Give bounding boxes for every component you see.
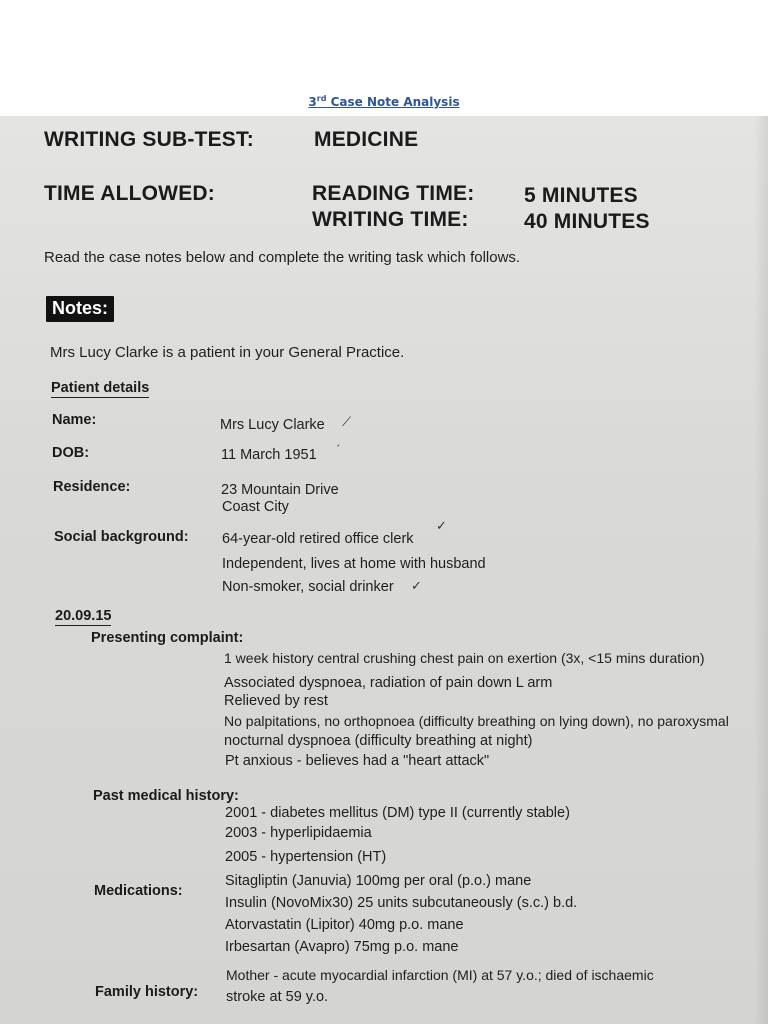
pen-mark-icon: ⟋ (342, 414, 352, 429)
header-text: Case Note Analysis (326, 95, 460, 109)
family-line-2: stroke at 59 y.o. (226, 989, 329, 1005)
residence-line-1: 23 Mountain Drive (221, 482, 339, 498)
pmh-line-2: 2003 - hyperlipidaemia (225, 825, 372, 841)
page-header (0, 94, 768, 109)
notes-badge: Notes: (46, 296, 114, 322)
residence-label: Residence: (53, 479, 131, 495)
reading-time-value: 5 MINUTES (524, 184, 638, 207)
pmh-line-1: 2001 - diabetes mellitus (DM) type II (currently stable) (225, 805, 570, 821)
social-line-3: Non-smoker, social drinker (222, 579, 394, 595)
presenting-line-2: Associated dyspnoea, radiation of pain down L arm (224, 675, 553, 691)
subtest-value: MEDICINE (314, 128, 419, 151)
family-line-1: Mother - acute myocardial infarction (MI) at 57 y.o.; died of ischaemic (226, 967, 654, 983)
family-history-label: Family history: (95, 984, 199, 1000)
name-value: Mrs Lucy Clarke (220, 417, 325, 433)
time-allowed-label: TIME ALLOWED: (44, 182, 215, 205)
presenting-line-5: nocturnal dyspnoea (difficulty breathing at night) (224, 733, 533, 749)
writing-time-value: 40 MINUTES (524, 210, 650, 233)
pmh-line-3: 2005 - hypertension (HT) (225, 849, 387, 865)
case-notes-sheet (0, 116, 768, 1024)
past-medical-history-label: Past medical history: (93, 788, 239, 804)
social-line-1: 64-year-old retired office clerk (222, 531, 414, 547)
pen-mark-icon: ˊ (336, 442, 341, 457)
instructions-text: Read the case notes below and complete the writing task which follows. (44, 249, 521, 266)
medications-label: Medications: (94, 883, 183, 899)
presenting-line-3: Relieved by rest (224, 693, 328, 709)
meds-line-2: Insulin (NovoMix30) 25 units subcutaneously (s.c.) b.d. (225, 895, 578, 911)
meds-line-1: Sitagliptin (Januvia) 100mg per oral (p.o.) mane (225, 873, 532, 889)
page-header-title (308, 95, 459, 109)
presenting-line-6: Pt anxious - believes had a "heart attack" (225, 753, 490, 769)
visit-date: 20.09.15 (55, 608, 112, 624)
check-mark-icon: ✓ (436, 518, 447, 533)
header-ordinal: rd (316, 94, 327, 103)
subtest-label: WRITING SUB-TEST: (44, 128, 254, 151)
meds-line-3: Atorvastatin (Lipitor) 40mg p.o. mane (225, 917, 464, 933)
presenting-line-1: 1 week history central crushing chest pain on exertion (3x, <15 mins duration) (224, 650, 705, 666)
presenting-complaint-label: Presenting complaint: (91, 630, 244, 646)
dob-value: 11 March 1951 (221, 447, 317, 463)
name-label: Name: (52, 412, 97, 428)
presenting-line-4: No palpitations, no orthopnoea (difficulty breathing on lying down), no paroxysmal (224, 713, 729, 729)
check-mark-icon: ✓ (411, 578, 422, 593)
writing-time-label: WRITING TIME: (312, 208, 469, 231)
patient-details-heading: Patient details (51, 380, 150, 396)
dob-label: DOB: (52, 445, 90, 461)
social-background-label: Social background: (54, 529, 189, 545)
patient-intro-line: Mrs Lucy Clarke is a patient in your General Practice. (50, 344, 405, 361)
reading-time-label: READING TIME: (312, 182, 475, 205)
meds-line-4: Irbesartan (Avapro) 75mg p.o. mane (225, 939, 459, 955)
header-number: 3 (308, 95, 317, 109)
residence-line-2: Coast City (222, 499, 289, 515)
social-line-2: Independent, lives at home with husband (222, 556, 486, 572)
